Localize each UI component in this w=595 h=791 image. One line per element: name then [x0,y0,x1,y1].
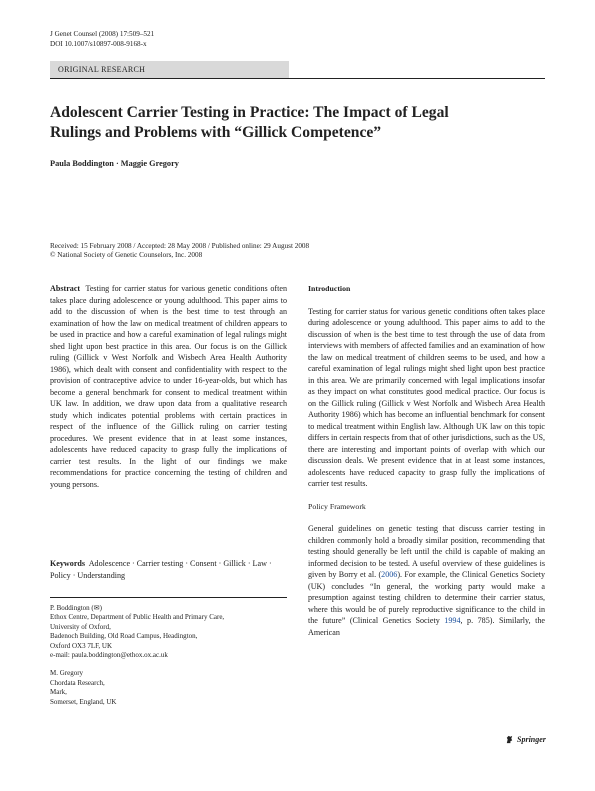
springer-horse-icon [505,735,514,744]
affil-2-line: Chordata Research, [50,678,105,687]
affiliation-rule [50,597,287,598]
keywords-text: Adolescence · Carrier testing · Consent · Gillick · Law · Policy · Understanding [50,559,272,580]
affiliations [50,604,287,707]
copyright-line: © National Society of Genetic Counselors, Inc. 2008 [50,251,203,260]
affil-1-line: Ethox Centre, Department of Public Health and Primary Care, [50,613,225,622]
affil-1-name: P. Boddington (✉) [50,604,102,612]
affil-2-name: M. Gregory [50,669,84,678]
header-rule [50,78,545,79]
title-line-2: Rulings and Problems with “Gillick Competence” [50,124,382,141]
article-category: ORIGINAL RESEARCH [50,61,289,78]
affil-1-line: University of Oxford, [50,622,111,631]
policy-text: General guidelines on genetic testing that discuss carrier testing in children commonly hold a broadly similar position, recommending that testing should generally be left until the child is capable of making an informed decision to be tested. A useful overview of these guidelines is given by Borry et al. (2006). For example, the Clinical Genetics Society (UK) concludes “In general, the working party would make a presumption against testing children to determine their carrier status, where this would be of purely reproductive significance to the child in the future” (Clinical Genetics Society 1994, p. 785). Similarly, the American [308,524,546,637]
affil-1-line: Oxford OX3 7LF, UK [50,641,113,650]
policy-heading: Policy Framework [308,501,366,511]
abstract-label: Abstract [50,284,81,293]
article-title [50,103,540,143]
authors: Paula Boddington · Maggie Gregory [50,159,179,168]
title-line-1: Adolescent Carrier Testing in Practice: The Impact of Legal [50,104,449,121]
right-column [308,283,545,638]
affil-1-email[interactable]: e-mail: paula.boddington@ethox.ox.ac.uk [50,651,168,660]
publication-dates [50,242,309,261]
dates-line: Received: 15 February 2008 / Accepted: 28 May 2008 / Published online: 29 August 2008 [50,242,310,250]
abstract-text: Testing for carrier status for various genetic conditions often takes place during adolescence or young adulthood. This paper aims to add to the discussion of when is the best time to test through an examination of how the law on medical treatment of children appears to be used in practice and how a careful examination of legal rulings might shed light upon best practice in this area. Our focus is on the Gillick ruling (Gillick v West Norfolk and Wisbech Area Health Authority 1986), which dealt with consent and confidentiality with respect to the provision of contraceptive advice to under 16-year-olds, but which has become a general benchmark for consent to medical treatment within UK law. In addition, we draw upon data from a qualitative research study which indicates potential problems with certain practices in respect of the influence of the Gillick ruling on carrier testing procedures. We present evidence that in at least some instances, adolescents have reduced capacity to grasp fully the implications of carrier test results. In the light of our findings we make recommendations for practice concerning the testing of children and young persons. [50,284,287,489]
abstract [50,283,287,490]
ref-cgs-1994-link[interactable]: 1994 [444,616,461,625]
introduction-heading: Introduction [308,284,351,293]
affil-2-line: Mark, [50,688,67,697]
keywords [50,558,287,581]
affil-2-line: Somerset, England, UK [50,697,117,706]
affil-spacer [50,660,287,669]
journal-citation: J Genet Counsel (2008) 17:509–521 [50,30,155,38]
affil-1-line: Badenoch Building, Old Road Campus, Headington, [50,632,198,641]
publisher-name: Springer [517,735,546,744]
ref-borry-2006-link[interactable]: 2006 [381,570,398,579]
doi: DOI 10.1007/s10897-008-9168-x [50,40,147,48]
keywords-label: Keywords [50,559,86,568]
introduction-text: Testing for carrier status for various genetic conditions often takes place during adolescence or young adulthood. This paper aims to add to the discussion of when is the best time to test through the use of data from interviews with members of affected families and an examination of how the law on medical treatment of children seems to be used, and how a careful examination of legal rulings might shed light upon best practice in this area. We are primarily concerned with legal implications insofar as they impact on what constitutes good medical practice. Our focus is on the Gillick ruling (Gillick v West Norfolk and Wisbech Area Health Authority 1986) which has become an influential benchmark for consent to medical treatment within English law. Although UK law on this topic differs in certain respects from that of other jurisdictions, such as the US, there are interesting and important points of overlap with which our discussion deals. We present evidence that in at least some instances, adolescents have reduced capacity to grasp fully the implications of carrier test results. [308,306,545,488]
publisher-logo [505,735,546,744]
